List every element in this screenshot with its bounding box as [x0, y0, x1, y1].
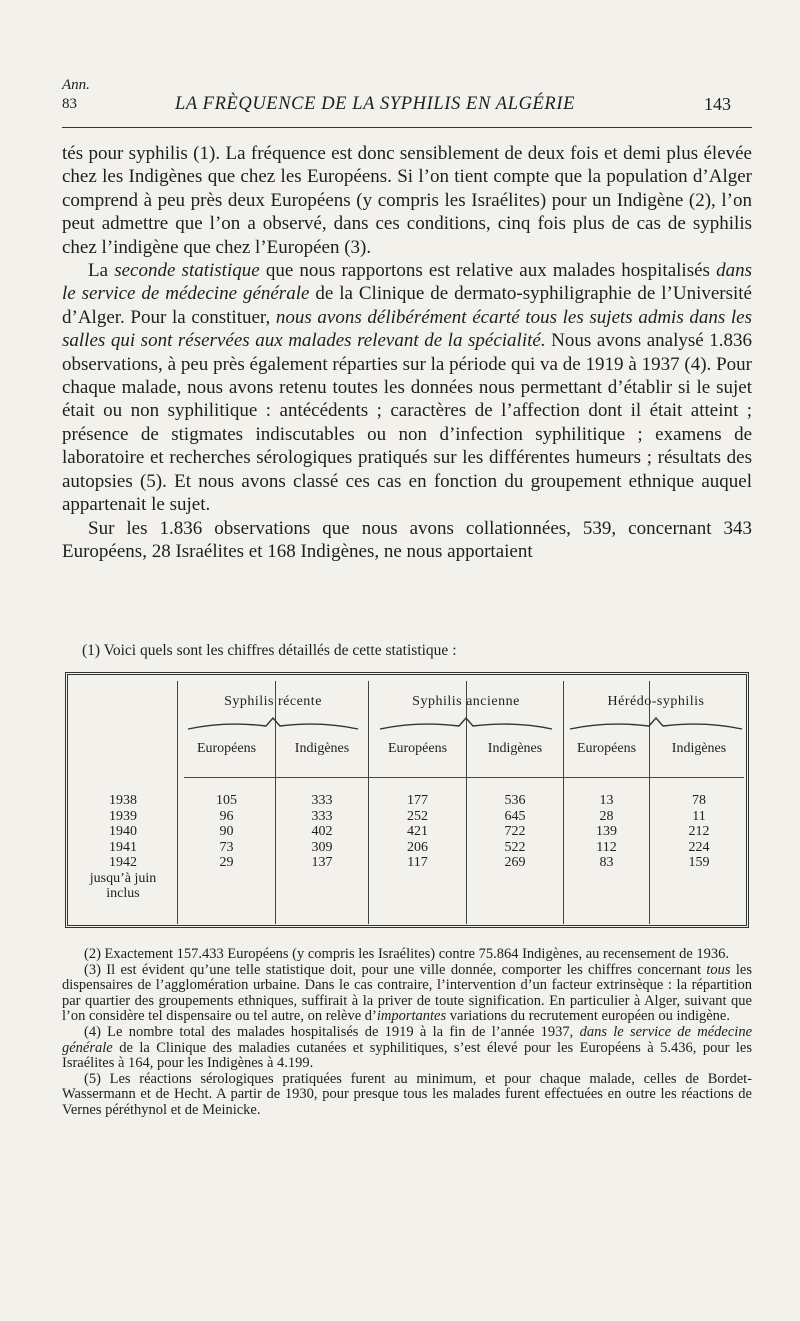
table-cell: 83	[599, 855, 614, 870]
table-cell: 212	[688, 824, 710, 839]
text-span: Nous avons analysé 1.836 observations, à peu près également réparties sur la période qui va de 1919 à 1937 (4). Pour chaque malade, nous avons retenu toutes les données nous permettant d’établir si le sujet était ou non syphilitique : antécédents ; caractères de l’affection dont il était atteint ; présence de stigmates indiscutables ou non d’infection syphilitique ; examens de laboratoire et recherches sérologiques pratiqués sur les différentes humeurs ; résultats des autopsies (5). Et nous avons classé ces cas en fonction du groupement ethnique auquel appartenait le sujet.	[62, 330, 752, 516]
table-cell: 159	[688, 855, 710, 870]
table-cell: 90	[219, 824, 234, 839]
header-divider	[184, 777, 744, 778]
data-column	[650, 793, 748, 871]
table-cell: 269	[504, 855, 526, 870]
table-cell: 105	[216, 793, 237, 808]
table-cell: 722	[504, 824, 526, 839]
subheader-europeens: Européens	[196, 741, 257, 756]
table-cell: 309	[311, 839, 333, 855]
emphasis: dans le service de médecine générale	[62, 1023, 753, 1056]
subheader-indigenes: Indigènes	[294, 741, 350, 756]
text-span: variations du recrutement européen ou indigène.	[446, 1008, 730, 1025]
table-cell: 333	[311, 793, 333, 808]
subheader-europeens: Européens	[576, 741, 637, 756]
text-span: (4) Le nombre total des malades hospitalisés de 1919 à la fin de l’année 1937,	[84, 1023, 580, 1040]
table-cell: 645	[504, 808, 526, 824]
table-cell: 11	[692, 808, 706, 824]
year-cell: inclus	[106, 886, 140, 901]
text-span: les dispensaires de l’agglomération urbaine. Dans le cas contraire, l’intervention d’un facteur extrinsèque : la répartition par quartier des groupements ethniques, suffirait à la priver de toute signification. En particulier à Alger, suivant que l’on considère tel dispensaire ou tel autre, on relève d’	[62, 961, 752, 1025]
text-span: de la Clinique de dermato-syphiligraphie de l’Université d’Alger. Pour la constituer,	[62, 283, 752, 328]
table-cell: 29	[219, 855, 234, 870]
running-title: LA FRÈQUENCE DE LA SYPHILIS EN ALGÉRIE	[175, 94, 575, 114]
subheader-europeens: Européens	[387, 741, 448, 756]
group-header-ancienne: Syphilis ancienne	[412, 694, 520, 709]
table-cell: 177	[407, 793, 428, 808]
table-cell: 96	[219, 808, 234, 824]
year-cell: 1941	[109, 839, 137, 855]
paragraph-1: tés pour syphilis (1). La fréquence est donc sensiblement de deux fois et demi plus élevée chez les Indigènes que chez les Européens. Si l’on tient compte que la population d’Alger comprend à peu près deux Européens (y compris les Israélites) pour un Indigène (2), l’on peut admettre que l’on a observé, dans ces conditions, cinq fois plus de cas de syphilis chez l’indigène que chez l’Européen (3).	[62, 143, 752, 258]
text-span: La	[88, 260, 115, 282]
footnote-1-intro: (1) Voici quels sont les chiffres détaillés de cette statistique :	[82, 642, 457, 659]
paragraph-2	[62, 259, 752, 516]
year-column	[68, 793, 178, 902]
footnote-2: (2) Exactement 157.433 Européens (y compris les Israélites) contre 75.864 Indigènes, au recensement de 1936.	[84, 946, 730, 962]
table-cell: 73	[219, 839, 234, 855]
table-cell: 28	[599, 808, 614, 824]
table-cell: 421	[407, 824, 428, 839]
brace-icon	[568, 717, 744, 733]
table-cell: 252	[407, 808, 428, 824]
table-cell: 522	[504, 839, 526, 855]
year-cell: 1939	[109, 808, 137, 824]
text-span: de la Clinique des maladies cutanées et syphilitiques, s’est élevé pour les Européens à 5.436, pour les Israélites à 164, pour les Indigènes à 4.199.	[62, 1039, 752, 1072]
year-cell: 1940	[109, 824, 137, 839]
emphasis: dans le service de médecine générale	[62, 260, 752, 305]
table-cell: 333	[311, 808, 333, 824]
table-cell: 13	[599, 793, 614, 808]
table-cell: 536	[504, 793, 526, 808]
table-cell: 112	[596, 839, 617, 855]
group-header-recent: Syphilis récente	[224, 694, 322, 709]
table-cell: 117	[407, 855, 428, 870]
paragraph-3: Sur les 1.836 observations que nous avons collationnées, 539, concernant 343 Européens, 28 Israélites et 168 Indigènes, ne nous apportaient	[62, 517, 752, 562]
body-text	[62, 142, 752, 563]
brace-icon	[186, 717, 360, 733]
annotation-ann: Ann.	[62, 77, 90, 93]
group-header-heredo: Hérédo-syphilis	[607, 694, 705, 709]
footnote-5: (5) Les réactions sérologiques pratiquées furent au minimum, et pour chaque malade, celles de Bordet-Wassermann et de Hecht. A partir de 1930, pour presque tous les malades furent effectuées en outre les réactions de Vernes péréthynol et de Meinicke.	[62, 1070, 752, 1118]
data-column	[276, 793, 368, 871]
footnote-3	[62, 963, 752, 1025]
text-span: (3) Il est évident qu’une telle statistique doit, pour une ville donnée, comporter les chiffres concernant	[84, 961, 707, 978]
footnote-4	[62, 1025, 752, 1072]
table-cell: 139	[596, 824, 617, 839]
emphasis: importantes	[376, 1008, 447, 1025]
page-number-left: 83	[62, 96, 77, 112]
year-cell: jusqu’à juin	[89, 870, 157, 886]
emphasis: seconde statistique	[114, 260, 260, 282]
emphasis: nous avons délibérément écarté tous les sujets admis dans les salles qui sont réservées aux malades relevant de la spécialité.	[62, 306, 752, 352]
table-cell: 78	[692, 793, 706, 808]
data-column	[178, 793, 275, 871]
data-column	[467, 793, 563, 871]
subheader-indigenes: Indigènes	[487, 741, 543, 756]
text-span: que nous rapportons est relative aux malades hospitalisés	[259, 260, 717, 282]
footnotes	[62, 947, 752, 1119]
page-number: 143	[704, 94, 731, 114]
table-cell: 206	[407, 839, 428, 855]
data-column	[564, 793, 649, 871]
year-cell: 1938	[109, 793, 137, 808]
table-cell: 137	[311, 855, 333, 870]
table-cell: 402	[311, 824, 333, 839]
brace-icon	[378, 717, 554, 733]
year-cell: 1942	[109, 855, 137, 870]
subheader-indigenes: Indigènes	[671, 741, 727, 756]
data-column	[369, 793, 466, 871]
header-rule	[62, 127, 752, 128]
table-cell: 224	[688, 839, 710, 855]
emphasis: tous	[706, 961, 731, 978]
